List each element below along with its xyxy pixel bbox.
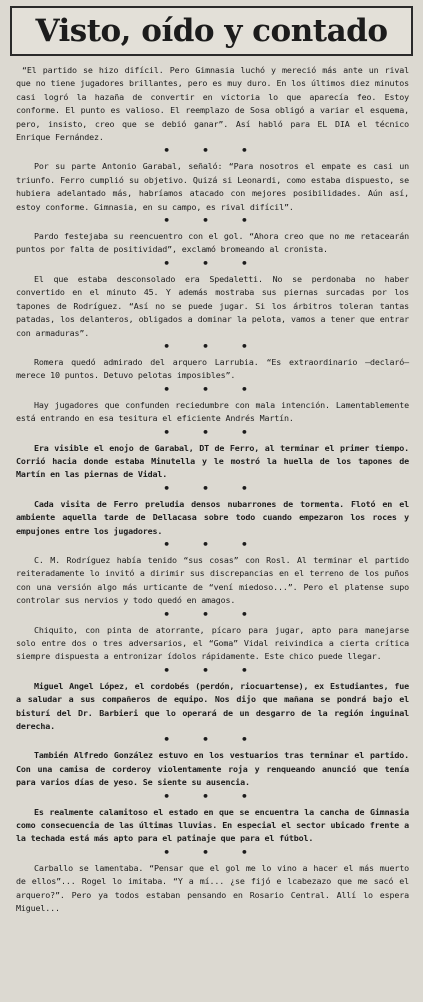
section-separator: • • • — [163, 537, 262, 551]
section-separator: • • • — [163, 607, 262, 621]
article-paragraph: Hay jugadores que confunden reciedumbre con mala intención. Lamentablemente está entrando en esa tesitura el eficiente Andrés Martín. — [16, 399, 409, 424]
article-paragraph: Carballo se lamentaba. “Pensar que el gol me lo vino a hacer el más muerto de ellos”... Rogel lo imitaba. “Y a mí... ¿se fijó e lcabezazo que me sacó el arquero?”. Pero ya todos estaban pensando en Rosario Central. Allí lo espera Miguel... — [16, 862, 409, 914]
article-paragraph: Es realmente calamitoso el estado en que se encuentra la cancha de Gimnasia como consecuencia de las últimas lluvias. En especial el sector ubicado frente a la techada está más apto para el patinaje que para el fútbol. — [16, 806, 409, 844]
section-separator: • • • — [163, 214, 262, 228]
headline: Visto, oído y contado — [35, 13, 388, 49]
article-paragraph: Romera quedó admirado del arquero Larrubia. “Es extraordinario —declaró— merece 10 puntos. Detuvo pelotas imposibles”. — [16, 356, 409, 381]
article-paragraph: Por su parte Antonio Garabal, señaló: “Para nosotros el empate es casi un triunfo. Ferro cumplió su objetivo. Quizá si Leonardi, como estaba dispuesto, se hubiera adelantado más, habríamos atacado con mejores posibilidades. Aún así, estoy conforme. Gimnasia, en su campo, es rival difícil”. — [16, 161, 409, 212]
section-separator: • • • — [163, 789, 262, 803]
article-paragraph: Era visible el enojo de Garabal, DT de Ferro, al terminar el primer tiempo. Corrió hacia donde estaba Minutella y le mostró la huella de los tapones de Martín en las piernas de Vidal. — [16, 442, 409, 480]
section-separator: • • • — [163, 425, 262, 439]
article-paragraph: Miguel Angel López, el cordobés (perdón, riocuartense), ex Estudiantes, fue a saludar a sus compañeros de equipo. Nos dijo que mañana se pondrá bajo el bisturí del Dr. Barbieri que lo operará de un desgarro de la región inguinal derecha. — [16, 680, 409, 732]
section-separator: • • • — [163, 663, 262, 677]
section-separator: • • • — [163, 382, 262, 396]
article-paragraph: También Alfredo González estuvo en los vestuarios tras terminar el partido. Con una camisa de corderoy violentamente roja y renqueando anunció que tenía para varios días de yeso. Se siente su ausencia. — [16, 750, 409, 788]
section-separator: • • • — [163, 144, 262, 158]
article-paragraph: Pardo festejaba su reencuentro con el gol. “Ahora creo que no me retacearán puntos por falta de positividad”, exclamó bromeando al cronista. — [16, 231, 409, 255]
section-separator: • • • — [163, 845, 262, 859]
article-paragraph: “El partido se hizo difícil. Pero Gimnasia luchó y mereció más ante un rival que no tiene jugadores brillantes, pero es muy duro. En los últimos diez minutos casi logró la hazaña de convertir en victoria lo que aparecía feo. Estoy conforme. El punto es valioso. El reemplazo de Sosa obligó a variar el esquema, pero, insisto, creo que se debió ganar”. Así habló para EL DIA el técnico Enrique Fernández. — [16, 65, 409, 143]
headline-box — [10, 6, 413, 56]
article-body — [8, 64, 415, 916]
article-paragraph: El que estaba desconsolado era Spedaletti. No se perdonaba no haber convertido en el minuto 45. Y además mostraba sus piernas surcadas por los tapones de Rodríguez. “Así no se puede jugar. Si los árbitros toleran tantas patadas, los delanteros, obligados a dominar la pelota, vamos a tener que entrar con armaduras”. — [16, 273, 409, 338]
section-separator: • • • — [163, 733, 262, 747]
article-paragraph: C. M. Rodríguez había tenido “sus cosas” con Rosl. Al terminar el partido reiteradamente lo invitó a dirimir sus discrepancias en el terreno de los puños con una versión algo más urticante de “vení miedoso...”. Pero el platense supo controlar sus nervios y todo quedó en amagos. — [16, 554, 409, 606]
section-separator: • • • — [163, 481, 262, 495]
section-separator: • • • — [163, 256, 262, 270]
article-paragraph: Cada visita de Ferro preludia densos nubarrones de tormenta. Flotó en el ambiente aquella tarde de Dellacasa sobre todo cuando empezaron los roces y empujones entre los jugadores. — [16, 498, 409, 536]
article-paragraph: Chiquito, con pinta de atorrante, pícaro para jugar, apto para manejarse solo entre dos o tres adversarios, el “Goma” Vidal reivindica a cierta crítica siempre dispuesta a entronizar ídolos rápidamente. Este chico puede llegar. — [16, 624, 409, 662]
section-separator: • • • — [163, 339, 262, 353]
